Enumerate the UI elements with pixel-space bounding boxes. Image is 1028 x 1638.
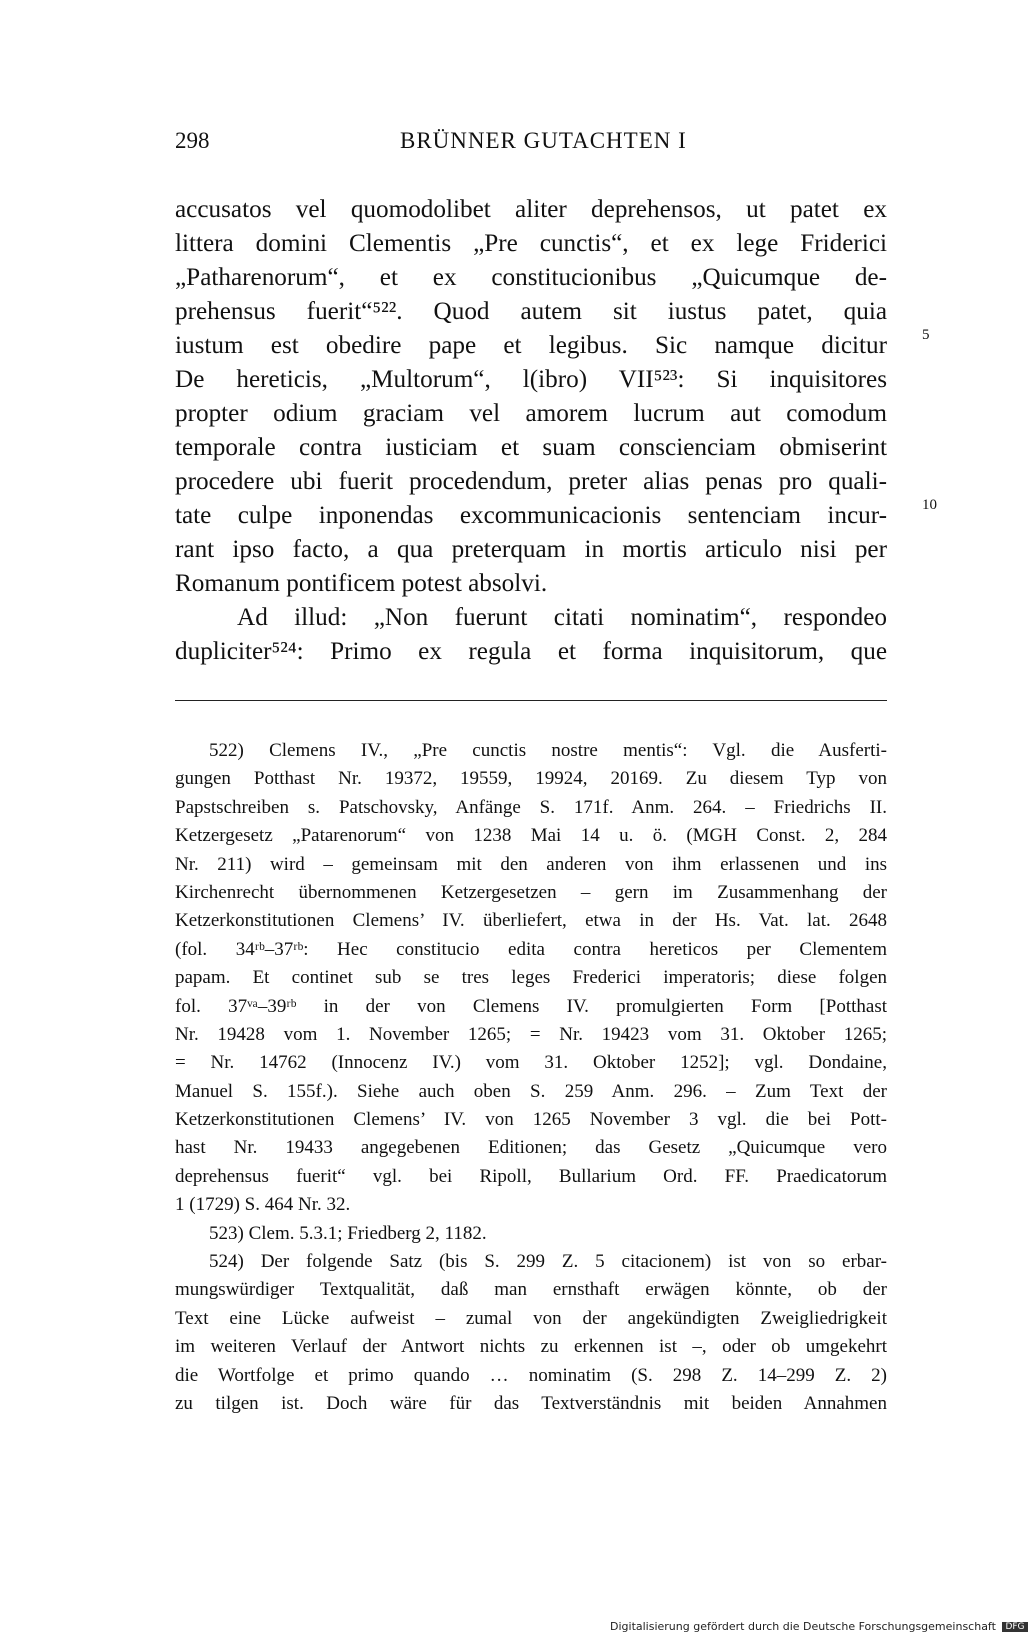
footnote-line: Ketzerkonstitutionen Clemens’ IV. überliefert, etwa in der Hs. Vat. lat. 2648 — [175, 910, 887, 932]
text-line: temporale contra iusticiam et suam conscienciam obmiserint — [175, 434, 887, 461]
footnote-line: = Nr. 14762 (Innocenz IV.) vom 31. Oktober 1252]; vgl. Dondaine, — [175, 1052, 887, 1074]
footnote-line: fol. 37ᵛᵃ–39ʳᵇ in der von Clemens IV. promulgierten Form [Potthast — [175, 995, 887, 1017]
footnote-line: deprehensus fuerit“ vgl. bei Ripoll, Bullarium Ord. FF. Praedicatorum — [175, 1165, 887, 1187]
text-line: Romanum pontificem potest absolvi. — [175, 570, 548, 597]
footnote-line: Manuel S. 155f.). Siehe auch oben S. 259 Anm. 296. – Zum Text der — [175, 1080, 887, 1102]
footnote-line: gungen Potthast Nr. 19372, 19559, 19924, 20169. Zu diesem Typ von — [175, 768, 887, 790]
text-line: „Patharenorum“, et ex constitucionibus „Quicumque de- — [175, 264, 887, 291]
text-line: propter odium graciam vel amorem lucrum aut comodum — [175, 400, 887, 427]
footnote-line: Nr. 19428 vom 1. November 1265; = Nr. 19423 vom 31. Oktober 1265; — [175, 1023, 887, 1045]
text-line: De hereticis, „Multorum“, l(ibro) VII⁵²³: Si inquisitores — [175, 366, 887, 393]
footnote-line: (fol. 34ʳᵇ–37ʳᵇ: Hec constitucio edita contra hereticos per Clementem — [175, 938, 887, 960]
footnote-line: Text eine Lücke aufweist – zumal von der angekündigten Zweigliedrigkeit — [175, 1307, 887, 1329]
footnote-line: 524) Der folgende Satz (bis S. 299 Z. 5 citacionem) ist von so erbar- — [209, 1251, 887, 1273]
text-line: dupliciter⁵²⁴: Primo ex regula et forma inquisitorum, que — [175, 638, 887, 665]
dfg-logo: DFG — [1002, 1622, 1027, 1632]
text-line: littera domini Clementis „Pre cunctis“, et ex lege Friderici — [175, 230, 887, 257]
footnote-divider — [175, 700, 887, 701]
page-number: 298 — [175, 128, 210, 153]
footnote-line: hast Nr. 19433 angegebenen Editionen; das Gesetz „Quicumque vero — [175, 1137, 887, 1159]
footnote-line: im weiteren Verlauf der Antwort nichts zu erkennen ist –, oder ob umgekehrt — [175, 1336, 887, 1358]
footnote-line: 523) Clem. 5.3.1; Friedberg 2, 1182. — [209, 1222, 487, 1244]
footnote-line: Ketzergesetz „Patarenorum“ von 1238 Mai 14 u. ö. (MGH Const. 2, 284 — [175, 825, 887, 847]
footnote-line: mungswürdiger Textqualität, daß man ernsthaft erwägen könnte, ob der — [175, 1279, 887, 1301]
text-line: accusatos vel quomodolibet aliter deprehensos, ut patet ex — [175, 196, 887, 223]
text-line: tate culpe inponendas excommunicacionis sentenciam incur- — [175, 502, 887, 529]
footnote-line: Nr. 211) wird – gemeinsam mit den anderen von ihm erlassenen und ins — [175, 853, 887, 875]
footnote-line: Papstschreiben s. Patschovsky, Anfänge S. 171f. Anm. 264. – Friedrichs II. — [175, 796, 887, 818]
digitization-footer — [610, 1620, 1028, 1633]
text-line: procedere ubi fuerit procedendum, preter alias penas pro quali- — [175, 468, 887, 495]
footnotes — [175, 737, 887, 1418]
text-line: prehensus fuerit“⁵²². Quod autem sit iustus patet, quia — [175, 298, 887, 325]
footnote-line: 522) Clemens IV., „Pre cunctis nostre mentis“: Vgl. die Ausferti- — [209, 740, 887, 761]
text-line: rant ipso facto, a qua preterquam in mortis articulo nisi per — [175, 536, 887, 563]
footnote-line: 1 (1729) S. 464 Nr. 32. — [175, 1194, 351, 1216]
text-line: Ad illud: „Non fuerunt citati nominatim“, respondeo — [237, 604, 887, 631]
footnote-line: papam. Et continet sub se tres leges Frederici imperatoris; diese folgen — [175, 967, 887, 989]
running-title: BRÜNNER GUTACHTEN I — [400, 128, 687, 153]
footnote-line: Ketzerkonstitutionen Clemens’ IV. von 1265 November 3 vgl. die bei Pott- — [175, 1109, 887, 1131]
footnote-line: Kirchenrecht übernommenen Ketzergesetzen – gern im Zusammenhang der — [175, 881, 887, 903]
text-line: iustum est obedire pape et legibus. Sic namque dicitur — [175, 332, 887, 359]
footnote-line: die Wortfolge et primo quando … nominatim (S. 298 Z. 14–299 Z. 2) — [175, 1364, 887, 1386]
line-number-5: 5 — [922, 327, 930, 343]
footer-text: Digitalisierung gefördert durch die Deutsche Forschungsgemeinschaft — [610, 1620, 996, 1633]
main-text — [175, 193, 887, 669]
line-number-10: 10 — [922, 497, 937, 513]
footnote-line: zu tilgen ist. Doch wäre für das Textverständnis mit beiden Annahmen — [175, 1392, 887, 1414]
